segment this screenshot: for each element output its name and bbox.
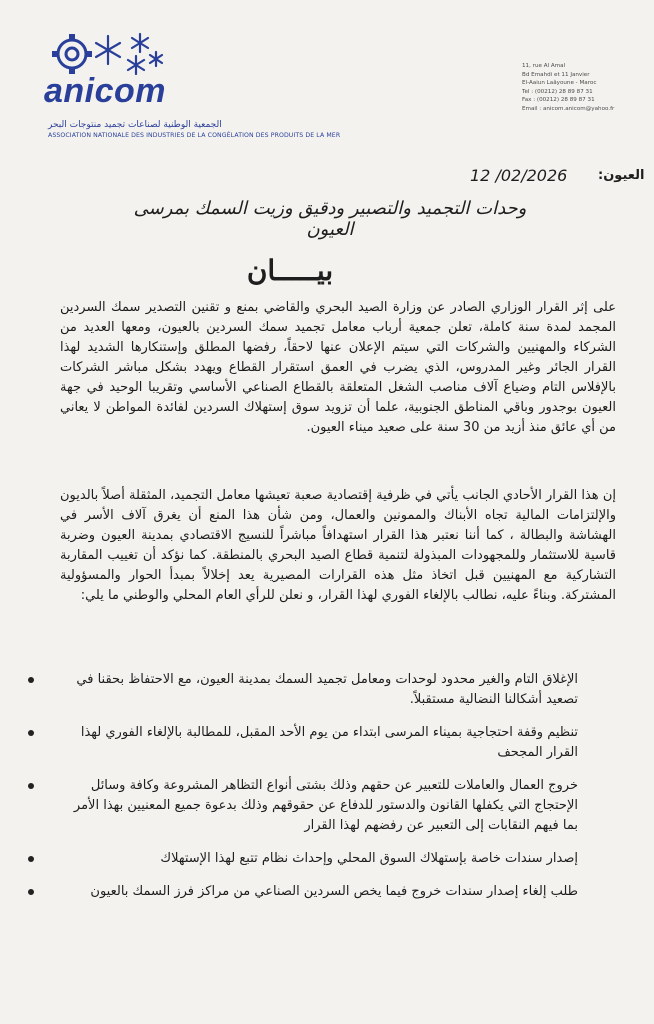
demands-list [58, 670, 578, 915]
logo-french-name: ASSOCIATION NATIONALE DES INDUSTRIES DE LA CONGÉLATION DES PRODUITS DE LA MER [48, 132, 341, 139]
address-line: El-Aaiun Laâyoune - Maroc [522, 80, 597, 87]
list-item [58, 849, 578, 869]
address-block [522, 62, 642, 114]
anicom-logo [30, 28, 360, 138]
demand-text: إصدار سندات خاصة بإستهلاك السوق المحلي وإحداث نظام تتبع لهذا الإستهلاك [160, 851, 578, 866]
bullet-icon [28, 677, 34, 683]
document-title: بيـــــان [246, 254, 334, 287]
list-item [58, 882, 578, 902]
bullet-icon [28, 783, 34, 789]
place-label: العيون: [598, 168, 645, 183]
demand-text: خروج العمال والعاملات للتعبير عن حقهم وذلك بشتى أنواع التظاهر المشروعة وكافة وسائل الإحتجاج التي يكفلها القانون والدستور للدفاع عن حقوقهم وذلك بدعوة جميع المعنيين بهذا الأمر بما فيهم النقابات إلى التعبير عن رفضهم لهذا القرار [73, 778, 578, 833]
paragraph-1: على إثر القرار الوزاري الصادر عن وزارة الصيد البحري والقاضي بمنع و تقنين التصدير سمك السردين المجمد لمدة سنة كاملة، تعلن جمعية أرباب معامل تجميد سمك السردين بالعيون، ومعها العديد من الشركاء والمهنيين والشركات التي سيتم الإعلان عنها لاحقاً، رفضها المطلق وإستنكارها الشديد لهذا القرار الجائر وغير المدروس، الذي يضرب في العمق استقرار القطاع ويهدد بشكل مباشر الشركات بالإفلاس التام وضياع آلاف مناصب الشغل المتعلقة بالقطاع الصناعي الأساسي وتقريبا الوحيد في جهة العيون بوجدور وباقي المناطق الجنوبية، علما أن تزويد سوق إستهلاك السردين لفائدة المواطن لا يعاني من أي عائق منذ أزيد من 30 سنة على صعيد ميناء العيون. [60, 300, 616, 435]
demand-text: طلب إلغاء إصدار سندات خروج فيما يخص السردين الصناعي من مراكز فرز السمك بالعيون [90, 884, 578, 899]
list-item [58, 776, 578, 836]
demand-text: الإغلاق التام والغير محدود لوحدات ومعامل تجميد السمك بمدينة العيون، مع الاحتفاظ بحقنا في تصعيد أشكالنا النضالية مستقبلاً. [76, 672, 578, 707]
snowflake-gear-icon [48, 30, 168, 78]
demand-text: تنظيم وقفة احتجاجية بميناء المرسى ابتداء من يوم الأحد المقبل، للمطالبة بالإلغاء الفوري لهذا القرار المجحف [80, 725, 578, 760]
document-subject: وحدات التجميد والتصبير ودقيق وزيت السمك بمرسى العيون [133, 198, 527, 240]
list-item [58, 670, 578, 710]
document-date: 12 /02/2026 [470, 166, 568, 185]
logo-wordmark: anicom [44, 72, 167, 110]
list-item [58, 723, 578, 763]
bullet-icon [28, 889, 34, 895]
address-line: Tel : (00212) 28 89 87 31 [522, 88, 593, 95]
address-line: Fax : (00212) 28 89 87 31 [522, 97, 595, 104]
address-line: Email : anicom.anicom@yahoo.fr [522, 105, 615, 112]
bullet-icon [28, 730, 34, 736]
paragraph-2: إن هذا القرار الأحادي الجانب يأتي في ظرفية إقتصادية صعبة تعيشها معامل التجميد، المثقلة أصلاً بالديون والإلتزامات المالية تجاه الأبناك والممونين والعمال، ومن شأن هذا المنع أن يغرق آلاف الأسر في الهشاشة والبطالة ، كما أننا نعتبر هذا القرار استهدافاً مباشراً للنسيج الاقتصادي بمدينة العيون وضربة قاسية للاستثمار وللمجهودات المبذولة لتنمية قطاع الصيد البحري بالمنطقة. كما نؤكد أن تغييب المقاربة التشاركية مع المهنيين قبل اتخاذ مثل هذه القرارات المصيرية يعد إخلالاً بمبدأ الحوار والمسؤولية المشتركة. وبناءً عليه، نطالب بالإلغاء الفوري لهذا القرار، و نعلن للرأي العام المحلي والوطني ما يلي: [60, 488, 616, 603]
address-line: 11, rue Al Amal [522, 63, 566, 69]
address-line: Bd Emahdi et 11 Janvier [522, 71, 590, 78]
logo-arabic-name: الجمعية الوطنية لصناعات تجميد منتوجات البحر [48, 120, 222, 130]
bullet-icon [28, 856, 34, 862]
